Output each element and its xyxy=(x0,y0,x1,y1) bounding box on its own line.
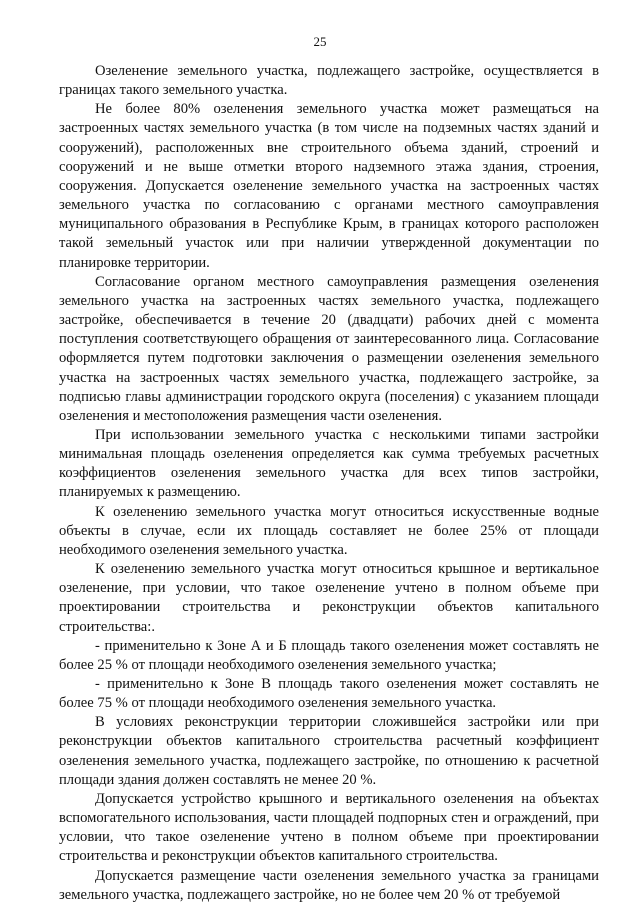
page-number: 25 xyxy=(313,34,327,49)
list-item-zone-v: - применительно к Зоне В площадь такого озеленения может составлять не более 75 % от площади необходимого озеленения земельного участка. xyxy=(59,676,599,712)
paragraph-reconstruction-coefficient: В условиях реконструкции территории сложившейся застройки или при реконструкции объектов капитального строительства расчетный коэффициент озеленения земельного участка, подлежащего застройке, по отношению к расчетной площади здания должен составлять не менее 20 %. xyxy=(59,714,599,788)
paragraph-approval-procedure: Согласование органом местного самоуправления размещения озеленения земельного участка на застроенных частях земельного участка, подлежащего застройке, обеспечивается в течение 20 (двадцати) рабочих дней с момента поступления соответствующего обращения от заинтересованного лица. Согласование оформляется путем подготовки заключения о размещении озеленения земельного участка на застроенных частях земельного участка, подлежащего застройке, за подписью главы администрации городского округа (поселения) с указанием площади озеленения и местоположения размещения части озеленения. xyxy=(59,273,599,424)
paragraph-outside-boundaries: Допускается размещение части озеленения земельного участка за границами земельного участка, подлежащего застройке, но не более чем 20 % от требуемой xyxy=(59,867,599,903)
list-item-zone-a-b: - применительно к Зоне А и Б площадь такого озеленения может составлять не более 25 % от площади необходимого озеленения земельного участка; xyxy=(59,637,599,673)
paragraph-multiple-development-types: При использовании земельного участка с несколькими типами застройки минимальная площадь озеленения определяется как сумма требуемых расчетных коэффициентов озеленения земельного участка для всех типов застройки, планируемых к размещению. xyxy=(59,426,599,501)
paragraph-greening-boundaries: Озеленение земельного участка, подлежащего застройке, осуществляется в границах такого земельного участка. xyxy=(59,63,599,99)
document-body xyxy=(59,62,599,905)
paragraph-auxiliary-objects: Допускается устройство крышного и вертикального озеленения на объектах вспомогательного использования, части площадей подпорных стен и ограждений, при условии, что такое озеленение учтено в полном объеме при проектировании строительства и реконструкции объектов капитального строительства. xyxy=(59,790,599,865)
paragraph-roof-vertical-greening: К озеленению земельного участка могут относиться крышное и вертикальное озеленение, при условии, что такое озеленение учтено в полном объеме при проектировании строительства и реконструкции объектов капитального строительства:. xyxy=(59,561,599,635)
paragraph-water-objects: К озеленению земельного участка могут относиться искусственные водные объекты в случае, если их площадь составляет не более 25% от площади необходимого озеленения земельного участка. xyxy=(59,503,599,558)
paragraph-built-parts-limit: Не более 80% озеленения земельного участка может размещаться на застроенных частях земельного участка (в том числе на подземных частях зданий и сооружений), расположенных вне строительного объема зданий, строений и сооружений и не выше отметки второго надземного этажа здания, строения, сооружения. Допускается озеленение земельного участка на застроенных частях земельного участка по согласованию с органами местного самоуправления муниципального образования в Республике Крым, в границах которого расположен такой земельный участок или при наличии утвержденной документации по планировке территории. xyxy=(59,101,599,271)
